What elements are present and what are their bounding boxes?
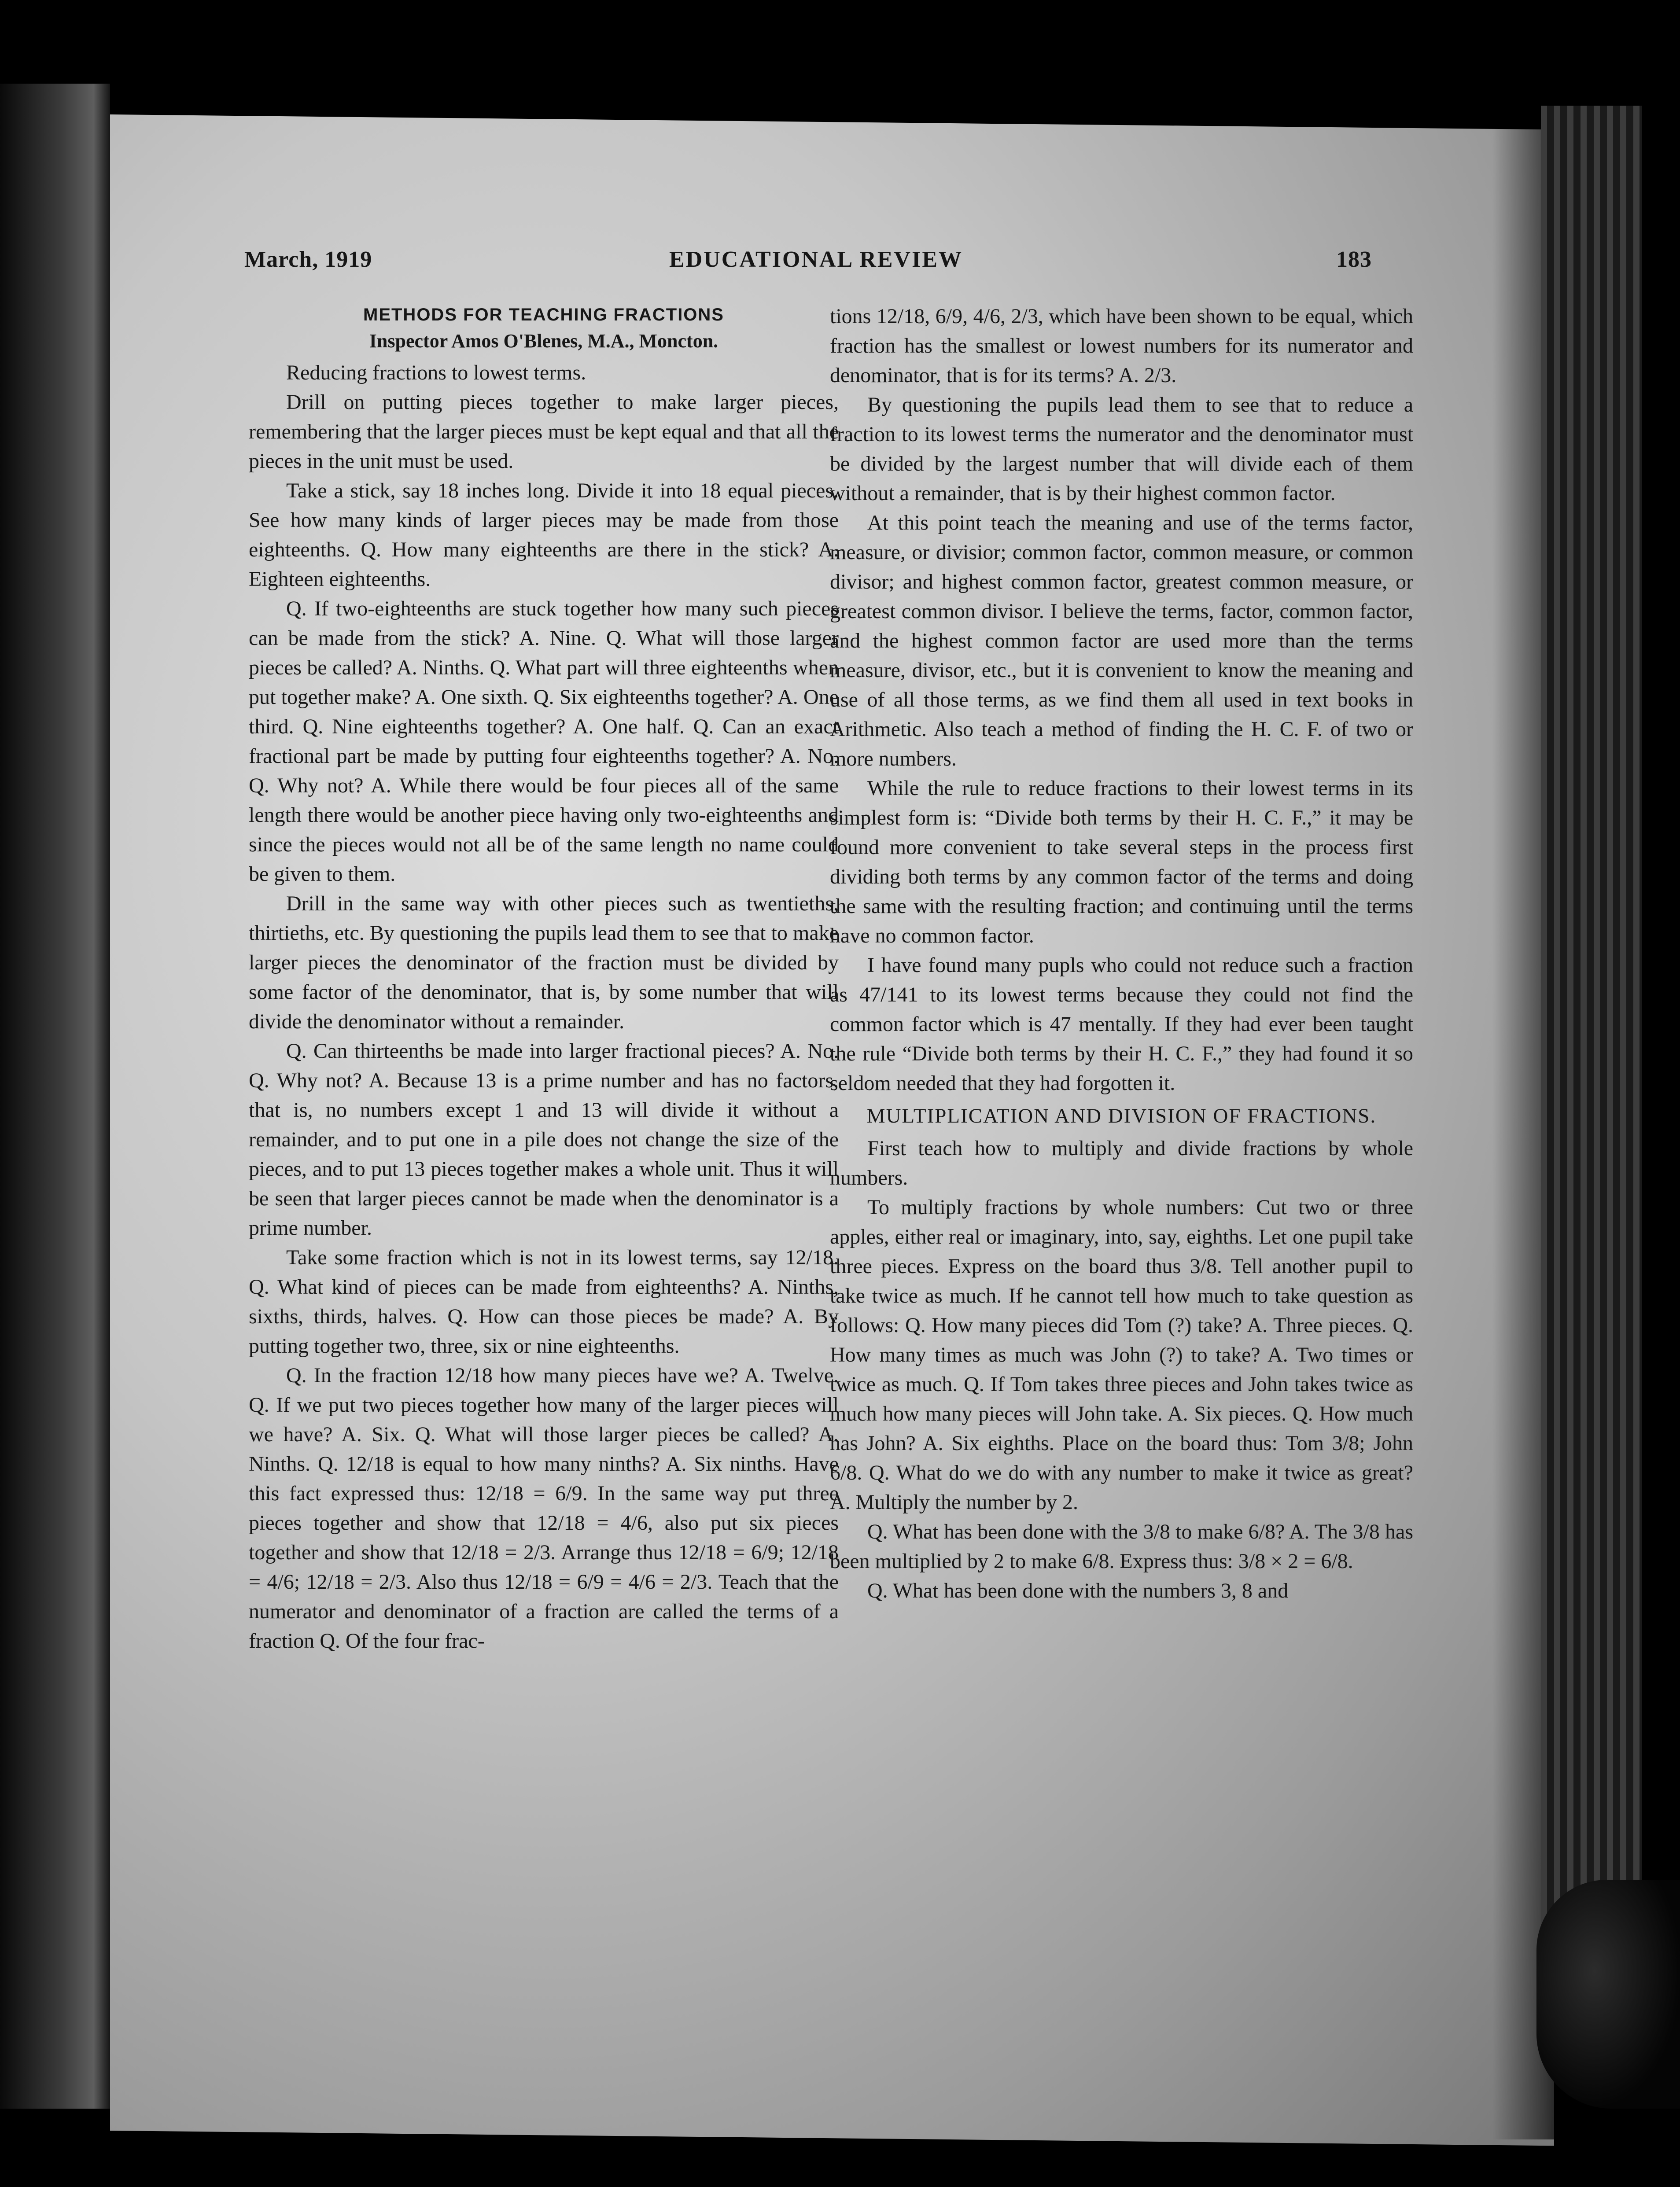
article-title: METHODS FOR TEACHING FRACTIONS xyxy=(363,305,724,324)
right-column xyxy=(830,302,1413,1605)
thumb-shadow xyxy=(1536,1880,1680,2109)
left-page-edge xyxy=(0,84,110,2109)
paragraph: To multiply fractions by whole numbers: Cut two or three apples, either real or imaginary, into, say, eighths. Let one pupil take three pieces. Express on the board thus 3/8. Tell another pupil to take twice as much. If he cannot tell how much to take question as follows: Q. How many pieces did Tom (?) take? A. Three pieces. Q. How many times as much was John (?) to take? A. Two times or twice as much. Q. If Tom takes three pieces and John takes twice as much how many pieces will John take. A. Six pieces. Q. How much has John? A. Six eighths. Place on the board thus: Tom 3/8; John 6/8. Q. What do we do with any number to make it twice as great? A. Multiply the number by 2. xyxy=(830,1196,1413,1514)
left-column xyxy=(249,302,839,1656)
page-edge-strips xyxy=(1541,106,1642,2043)
paragraph: While the rule to reduce fractions to their lowest terms in its simplest form is: “Divide both terms by their H. C. F.,” it may be found more convenient to take several steps in the process first dividing both terms by any common factor of the terms and doing the same with the resulting fraction; and continuing until the terms have no common factor. xyxy=(830,777,1413,947)
header-page-number: 183 xyxy=(1336,247,1372,272)
paragraph: First teach how to multiply and divide fractions by whole numbers. xyxy=(830,1137,1413,1189)
section-title: MULTIPLICATION AND DIVISION OF FRACTIONS. xyxy=(866,1105,1377,1127)
article-byline: Inspector Amos O'Blenes, M.A., Moncton. xyxy=(369,330,718,352)
paragraph: By questioning the pupils lead them to see that to reduce a fraction to its lowest terms the numerator and the denominator must be divided by the largest number that will divide each of them without a remainder, that is by their highest common factor. xyxy=(830,393,1413,505)
header-journal-title: EDUCATIONAL REVIEW xyxy=(669,247,963,272)
paragraph: At this point teach the meaning and use of the terms factor, measure, or divisior; common factor, common measure, or common divisor; and highest common factor, greatest common measure, or greatest common divisor. I believe the terms, factor, common factor, and the highest common factor are used more than the terms measure, divisor, etc., but it is convenient to know the meaning and use of all those terms, as we find them all used in text books in Arithmetic. Also teach a method of finding the H. C. F. of two or more numbers. xyxy=(830,511,1413,770)
paragraph: Take a stick, say 18 inches long. Divide it into 18 equal pieces. See how many kinds of larger pieces may be made from those eighteenths. Q. How many eighteenths are there in the stick? A. Eighteen eighteenths. xyxy=(249,479,839,591)
paragraph: Take some fraction which is not in its lowest terms, say 12/18. Q. What kind of pieces can be made from eighteenths? A. Ninths, sixths, thirds, halves. Q. How can those pieces be made? A. By putting together two, three, six or nine eighteenths. xyxy=(249,1246,839,1358)
paragraph: Q. Can thirteenths be made into larger fractional pieces? A. No. Q. Why not? A. Because 13 is a prime number and has no factors, that is, no numbers except 1 and 13 will divide it without a remainder, and to put one in a pile does not change the size of the pieces, and to put 13 pieces together makes a whole unit. Thus it will be seen that larger pieces cannot be made when the denominator is a prime number. xyxy=(249,1039,839,1240)
paragraph: Reducing fractions to lowest terms. xyxy=(286,361,586,384)
paragraph: Q. If two-eighteenths are stuck together how many such pieces can be made from the stick? A. Nine. Q. What will those larger pieces be called? A. Ninths. Q. What part will three eighteenths when put together make? A. One sixth. Q. Six eighteenths together? A. One third. Q. Nine eighteenths together? A. One half. Q. Can an exact fractional part be made by putting four eighteenths together? A. No. Q. Why not? A. While there would be four pieces all of the same length there would be another piece having only two-eighteenths and since the pieces would not all be of the same length no name could be given to them. xyxy=(249,597,839,886)
paragraph: Drill in the same way with other pieces such as twentieths, thirtieths, etc. By questioning the pupils lead them to see that to make larger pieces the denominator of the fraction must be divided by some factor of the denominator, that is, by some number that will divide the denominator without a remainder. xyxy=(249,892,839,1033)
paragraph: Q. What has been done with the numbers 3, 8 and xyxy=(867,1579,1289,1602)
paragraph: I have found many pupls who could not reduce such a fraction as 47/141 to its lowest terms because they could not find the common factor which is 47 mentally. If they had ever been taught the rule “Divide both terms by their H. C. F.,” they had found it so seldom needed that they had forgotten it. xyxy=(830,954,1413,1095)
paragraph: Q. In the fraction 12/18 how many pieces have we? A. Twelve. Q. If we put two pieces together how many of the larger pieces will we have? A. Six. Q. What will those larger pieces be called? A. Ninths. Q. 12/18 is equal to how many ninths? A. Six ninths. Have this fact expressed thus: 12/18 = 6/9. In the same way put three pieces together and show that 12/18 = 4/6, also put six pieces together and show that 12/18 = 2/3. Arrange thus 12/18 = 6/9; 12/18 = 4/6; 12/18 = 2/3. Also thus 12/18 = 6/9 = 4/6 = 2/3. Teach that the numerator and denominator of a fraction are called the terms of a fraction Q. Of the four frac- xyxy=(249,1364,839,1653)
paragraph: Drill on putting pieces together to make larger pieces, remembering that the larger pieces must be kept equal and that all the pieces in the unit must be used. xyxy=(249,390,839,473)
header-date: March, 1919 xyxy=(244,247,372,272)
paragraph: Q. What has been done with the 3/8 to make 6/8? A. The 3/8 has been multiplied by 2 to make 6/8. Express thus: 3/8 × 2 = 6/8. xyxy=(830,1520,1413,1573)
paragraph: tions 12/18, 6/9, 4/6, 2/3, which have been shown to be equal, which fraction has the smallest or lowest numbers for its numerator and denominator, that is for its terms? A. 2/3. xyxy=(830,305,1413,387)
